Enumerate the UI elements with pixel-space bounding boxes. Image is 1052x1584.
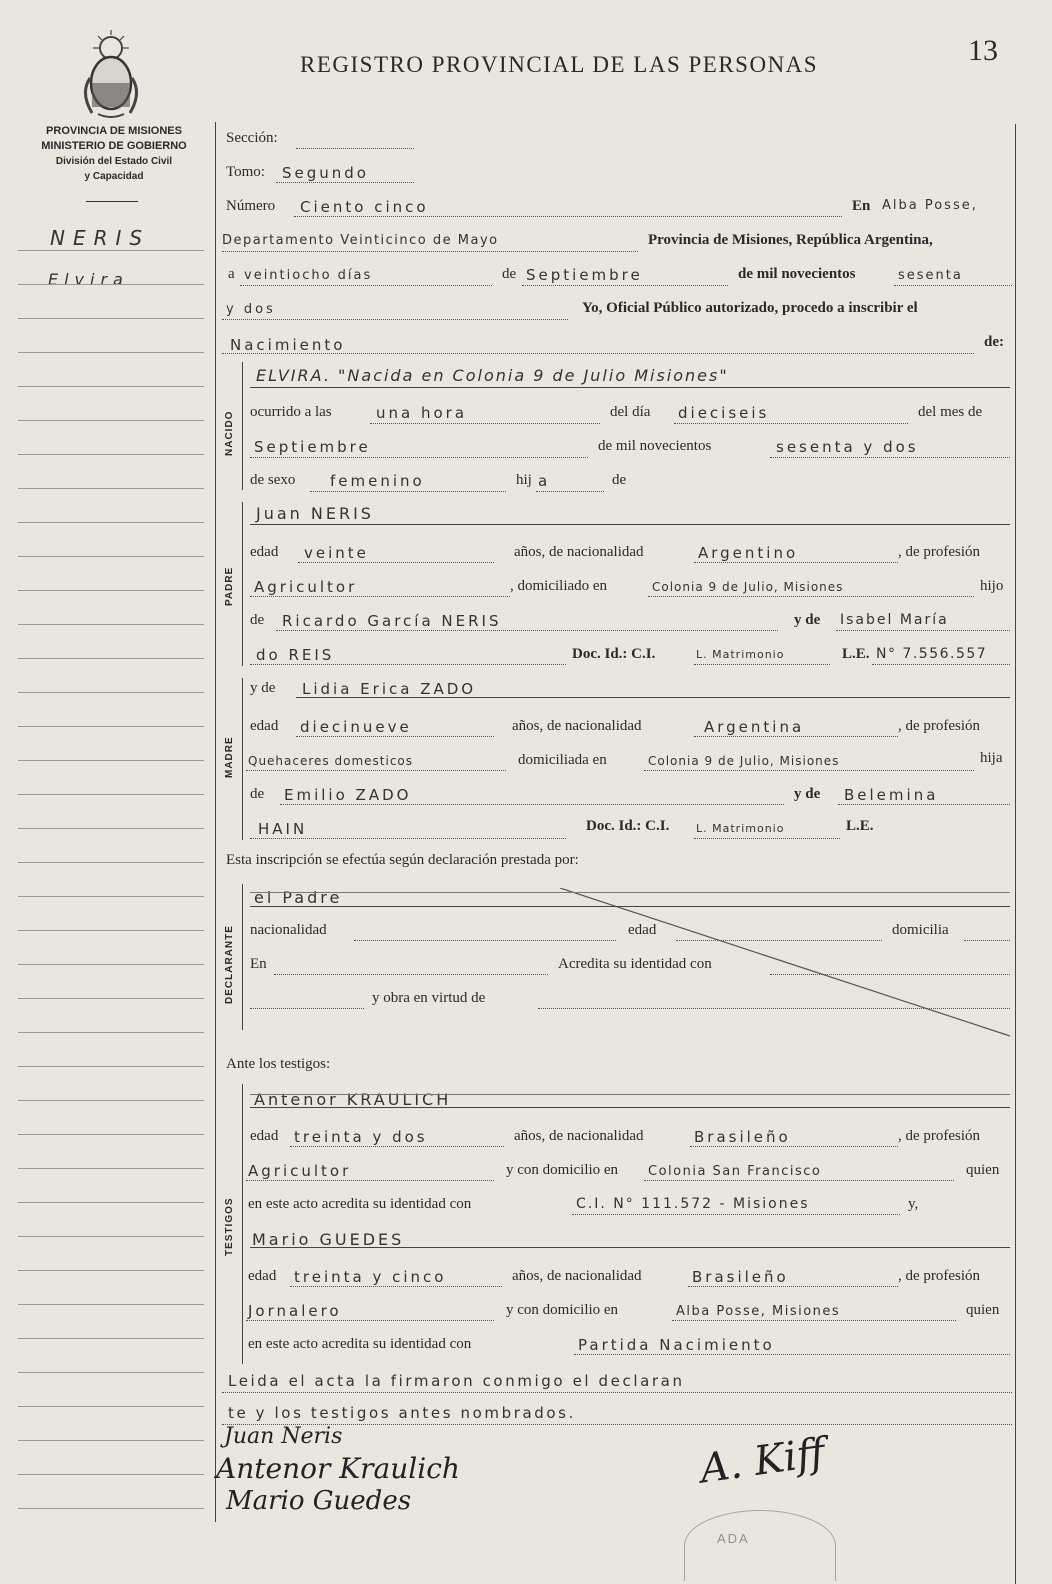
label-domicilio-t1: y con domicilio en xyxy=(506,1162,619,1178)
label-de-madre-padre: de xyxy=(250,786,265,802)
label-y-comma: y, xyxy=(908,1196,919,1212)
label-nacionalidad-decl: nacionalidad xyxy=(250,922,327,938)
nacido-mes: Septiembre xyxy=(254,438,371,456)
padre-madre-2: do REIS xyxy=(256,646,335,664)
anio-acta-value: sesenta xyxy=(898,268,963,283)
margin-rule xyxy=(18,1168,204,1169)
margin-rule xyxy=(18,794,204,795)
testigo2-nacionalidad: Brasileño xyxy=(692,1268,789,1286)
padre-nacionalidad: Argentino xyxy=(698,544,799,562)
lugar-value: Alba Posse, xyxy=(882,198,978,213)
label-domicilio-t2: y con domicilio en xyxy=(506,1302,619,1318)
margin-rule xyxy=(18,896,204,897)
signature-testigo2: Mario Guedes xyxy=(226,1486,412,1516)
label-anos-nac-padre: años, de nacionalidad xyxy=(514,544,644,560)
testigo2-edad: treinta y cinco xyxy=(294,1268,447,1286)
margin-rule xyxy=(18,1338,204,1339)
padre-le: N° 7.556.557 xyxy=(876,646,988,662)
label-de-hijo: de xyxy=(612,472,627,488)
label-del-mes: del mes de xyxy=(918,404,983,420)
dia-acta-value: veintiocho días xyxy=(244,268,373,283)
tipo-value: Nacimiento xyxy=(230,336,346,354)
section-madre: MADRE xyxy=(224,736,235,778)
cierre-linea1: Leida el acta la firmaron conmigo el declaran xyxy=(228,1372,685,1390)
numero-value: Ciento cinco xyxy=(300,198,429,216)
margin-rule xyxy=(18,964,204,965)
margin-rule xyxy=(18,828,204,829)
margin-rule xyxy=(18,386,204,387)
label-del-dia: del día xyxy=(610,404,651,420)
margin-rule xyxy=(18,522,204,523)
margin-rule xyxy=(18,1406,204,1407)
section-testigos: TESTIGOS xyxy=(224,1197,235,1256)
padre-edad: veinte xyxy=(304,544,369,562)
departamento-value: Departamento Veinticinco de Mayo xyxy=(222,233,499,248)
margin-rule xyxy=(18,726,204,727)
madre-ci: L. Matrimonio xyxy=(696,822,785,835)
label-hijo: hijo xyxy=(980,578,1004,594)
label-yo-oficial: Yo, Oficial Público autorizado, procedo a inscribir el xyxy=(582,300,918,316)
label-provincia: Provincia de Misiones, República Argentina, xyxy=(648,232,933,248)
label-acto-t1: en este acto acredita su identidad con xyxy=(248,1196,472,1212)
office-line: PROVINCIA DE MISIONES xyxy=(46,125,182,137)
label-quien-t2: quien xyxy=(966,1302,1000,1318)
padre-padre: Ricardo García NERIS xyxy=(282,612,502,630)
margin-rule xyxy=(18,1202,204,1203)
office-line: MINISTERIO DE GOBIERNO xyxy=(41,140,187,152)
margin-rule xyxy=(18,1270,204,1271)
madre-domicilio: Colonia 9 de Julio, Misiones xyxy=(648,754,840,768)
declarante-nombre: el Padre xyxy=(254,888,343,907)
label-anos-nac-t1: años, de nacionalidad xyxy=(514,1128,644,1144)
label-mil-novecientos: de mil novecientos xyxy=(738,266,856,282)
padre-ci: L. Matrimonio xyxy=(696,648,785,661)
nacido-dia: dieciseis xyxy=(678,404,770,422)
label-numero: Número xyxy=(226,198,276,214)
margin-rule xyxy=(18,352,204,353)
label-ocurrido: ocurrido a las xyxy=(250,404,332,420)
margin-rule xyxy=(18,556,204,557)
margin-rule xyxy=(18,760,204,761)
margin-rule xyxy=(18,488,204,489)
tomo-value: Segundo xyxy=(282,164,369,182)
label-doc-madre: Doc. Id.: C.I. xyxy=(586,818,670,834)
signature-declarante: Juan Neris xyxy=(224,1424,343,1449)
margin-rule xyxy=(18,1440,204,1441)
signature-testigo1: Antenor Kraulich xyxy=(216,1452,460,1485)
testigo2-identidad: Partida Nacimiento xyxy=(578,1336,775,1354)
signature-oficial: A. Kiff xyxy=(697,1429,828,1493)
margin-rule xyxy=(18,1474,204,1475)
page-number: 13 xyxy=(968,34,998,67)
margin-rule xyxy=(18,1032,204,1033)
label-anos-nac-madre: años, de nacionalidad xyxy=(512,718,642,734)
label-y-de-madre-2: y de xyxy=(794,786,821,802)
nacido-anio: sesenta y dos xyxy=(776,438,919,456)
label-edad-decl: edad xyxy=(628,922,657,938)
madre-madre-2: HAIN xyxy=(258,820,308,838)
margin-rule xyxy=(18,1236,204,1237)
label-profesion-padre: , de profesión xyxy=(898,544,981,560)
margin-rule xyxy=(18,1100,204,1101)
coat-of-arms-icon xyxy=(78,28,144,120)
margin-rule xyxy=(18,624,204,625)
margin-rule xyxy=(18,284,204,285)
nacido-sexo: femenino xyxy=(330,472,425,490)
testigo2-nombre: Mario GUEDES xyxy=(252,1230,405,1249)
cierre-linea2: te y los testigos antes nombrados. xyxy=(228,1404,576,1422)
section-declarante: DECLARANTE xyxy=(224,925,235,1004)
label-profesion-madre: , de profesión xyxy=(898,718,981,734)
official-stamp xyxy=(684,1510,836,1581)
label-acredita: Acredita su identidad con xyxy=(558,956,712,972)
testigo2-profesion: Jornalero xyxy=(248,1302,342,1320)
padre-domicilio: Colonia 9 de Julio, Misiones xyxy=(652,580,844,594)
margin-rule xyxy=(18,1304,204,1305)
margin-rule xyxy=(18,590,204,591)
label-anos-nac-t2: años, de nacionalidad xyxy=(512,1268,642,1284)
padre-madre-1: Isabel María xyxy=(840,612,949,628)
margin-rule xyxy=(18,318,204,319)
padre-nombre: Juan NERIS xyxy=(256,504,374,523)
label-edad-madre: edad xyxy=(250,718,279,734)
testigo1-profesion: Agricultor xyxy=(248,1162,352,1180)
label-profesion-t2: , de profesión xyxy=(898,1268,981,1284)
office-header xyxy=(14,124,214,184)
label-hija: hija xyxy=(980,750,1003,766)
margin-rule xyxy=(18,658,204,659)
label-a: a xyxy=(228,266,235,282)
madre-edad: diecinueve xyxy=(300,718,412,736)
label-y-de-padre: y de xyxy=(794,612,821,628)
madre-profesion: Quehaceres domesticos xyxy=(248,754,414,768)
margin-rule xyxy=(18,454,204,455)
margin-rule xyxy=(18,998,204,999)
margin-rule xyxy=(18,1134,204,1135)
testigo2-domicilio: Alba Posse, Misiones xyxy=(676,1304,841,1319)
margin-rule xyxy=(18,420,204,421)
madre-padre: Emilio ZADO xyxy=(284,786,412,804)
margin-rule xyxy=(18,1372,204,1373)
page-title: REGISTRO PROVINCIAL DE LAS PERSONAS xyxy=(300,52,819,77)
padre-profesion: Agricultor xyxy=(254,578,358,596)
anio-acta-value-2: y dos xyxy=(226,302,276,317)
label-esta-inscripcion: Esta inscripción se efectúa según declaración prestada por: xyxy=(226,852,579,868)
label-de-sexo: de sexo xyxy=(250,472,296,488)
nacido-nombre: ELVIRA. "Nacida en Colonia 9 de Julio Misiones" xyxy=(256,366,729,385)
testigo1-identidad: C.I. N° 111.572 - Misiones xyxy=(576,1196,810,1212)
label-doc-padre: Doc. Id.: C.I. xyxy=(572,646,656,662)
margin-rule xyxy=(18,862,204,863)
section-nacido: NACIDO xyxy=(224,410,235,456)
testigo1-domicilio: Colonia San Francisco xyxy=(648,1164,822,1179)
margin-rule xyxy=(18,1508,204,1509)
margin-rule xyxy=(18,250,204,251)
label-mil-novecientos-2: de mil novecientos xyxy=(598,438,712,454)
label-en-decl: En xyxy=(250,956,267,972)
label-edad-t1: edad xyxy=(250,1128,279,1144)
madre-madre-1: Belemina xyxy=(844,786,939,804)
label-obra: y obra en virtud de xyxy=(372,990,486,1006)
label-tomo: Tomo: xyxy=(226,164,265,180)
margin-given-name: Elvira xyxy=(48,270,129,289)
label-y-de-madre: y de xyxy=(250,680,276,696)
margin-rule xyxy=(18,692,204,693)
nacido-hora: una hora xyxy=(376,404,468,422)
testigo1-edad: treinta y dos xyxy=(294,1128,428,1146)
stamp-text: ADA xyxy=(717,1531,750,1546)
label-de-colon: de: xyxy=(984,334,1004,350)
label-le-padre: L.E. xyxy=(842,646,870,662)
testigo1-nombre: Antenor KRAULICH xyxy=(254,1090,452,1109)
label-edad-padre: edad xyxy=(250,544,279,560)
label-seccion: Sección: xyxy=(226,130,278,146)
label-de-padre-padre: de xyxy=(250,612,265,628)
label-en: En xyxy=(852,198,871,214)
margin-surname: NERIS xyxy=(50,226,151,250)
label-acto-t2: en este acto acredita su identidad con xyxy=(248,1336,472,1352)
margin-rule xyxy=(18,1066,204,1067)
madre-nacionalidad: Argentina xyxy=(704,718,805,736)
testigo1-nacionalidad: Brasileño xyxy=(694,1128,791,1146)
label-domicilia: domicilia xyxy=(892,922,949,938)
label-profesion-t1: , de profesión xyxy=(898,1128,981,1144)
label-de: de xyxy=(502,266,517,282)
office-line: y Capacidad xyxy=(84,171,144,182)
label-ante-testigos: Ante los testigos: xyxy=(226,1056,331,1072)
label-domiciliada: domiciliada en xyxy=(518,752,607,768)
label-quien-t1: quien xyxy=(966,1162,1000,1178)
mes-acta-value: Septiembre xyxy=(526,266,643,284)
label-domiciliado: , domiciliado en xyxy=(510,578,608,594)
label-le-madre: L.E. xyxy=(846,818,874,834)
madre-nombre: Lidia Erica ZADO xyxy=(302,680,477,698)
margin-rule xyxy=(18,930,204,931)
label-edad-t2: edad xyxy=(248,1268,277,1284)
section-padre: PADRE xyxy=(224,566,235,606)
label-hij: hij xyxy=(516,472,532,488)
office-line: División del Estado Civil xyxy=(55,156,173,167)
nacido-hij-suffix: a xyxy=(538,472,551,490)
